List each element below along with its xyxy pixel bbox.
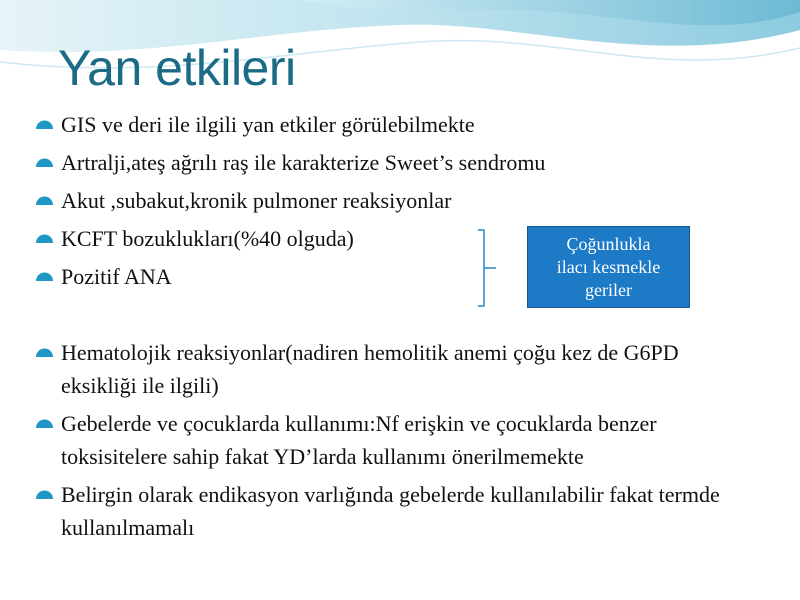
bullet-text: Belirgin olarak endikasyon varlığında gebelerde kullanılabilir fakat termde kullanılmamalı [61,482,720,540]
bullet-icon [36,231,53,243]
bullet-text: Artralji,ateş ağrılı raş ile karakterize Sweet’s sendromu [61,150,546,175]
bullet-text: Pozitif ANA [61,264,172,289]
bullet-icon [36,487,53,499]
callout-line: ilacı kesmekle [556,256,661,277]
bullet-item [36,407,756,473]
bullet-item [36,184,756,217]
bullet-text: KCFT bozuklukları(%40 olguda) [61,226,354,251]
bullet-icon [36,269,53,281]
bullet-icon [36,193,53,205]
bullet-item [36,108,756,141]
callout-line: geriler [585,279,632,300]
bracket-connector [470,228,500,308]
bullet-text: Hematolojik reaksiyonlar(nadiren hemolitik anemi çoğu kez de G6PD eksikliği ile ilgili) [61,340,679,398]
callout-box [527,226,690,308]
bullet-icon [36,416,53,428]
bullet-item [36,336,756,402]
bullet-icon [36,345,53,357]
bullet-text: Gebelerde ve çocuklarda kullanımı:Nf erişkin ve çocuklarda benzer toksisitelere sahip fakat YD’larda kullanımı önerilmemekte [61,411,657,469]
bullet-list [36,108,756,549]
bullet-icon [36,117,53,129]
bullet-item [36,146,756,179]
slide-title: Yan etkileri [58,40,296,96]
callout-line: Çoğunlukla [566,233,651,254]
bullet-icon [36,155,53,167]
callout-text [557,233,660,302]
bullet-text: GIS ve deri ile ilgili yan etkiler görülebilmekte [61,112,475,137]
bullet-text: Akut ,subakut,kronik pulmoner reaksiyonlar [61,188,452,213]
bullet-item [36,478,756,544]
